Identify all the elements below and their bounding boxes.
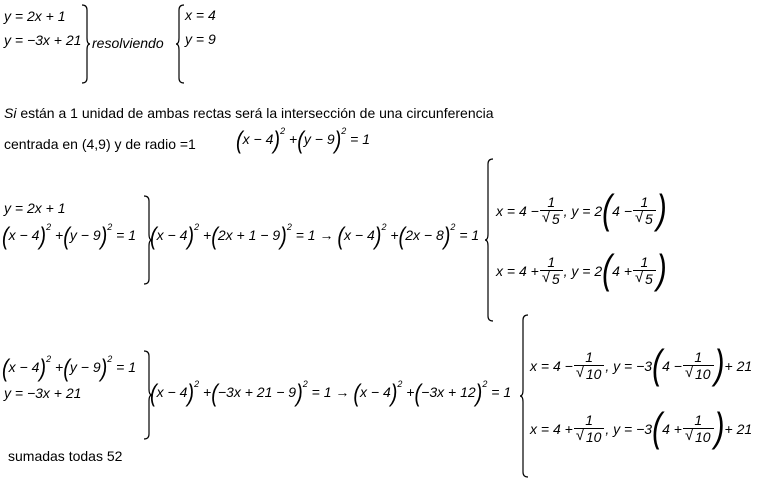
block1-sol-y: y = 9 (185, 31, 216, 47)
block2-solution2: x = 4 + 1 √ 5 , y = 2 ( 4 + 1 √ 5 ) (496, 255, 667, 287)
block1-brace-left (175, 4, 185, 84)
block3-solution2: x = 4 + 1 √ 10 , y = −3 ( 4 + 1 √ 10 ) + 21 (530, 413, 752, 445)
block2-circle-eq: $(x - 4)^2 +(y - 9)^2 = 1$ (2, 222, 137, 251)
block2-brace-left (484, 158, 494, 322)
block3-eq2: y = −3x + 21 (4, 385, 82, 401)
sum-text: sumadas todas 52 (8, 448, 123, 464)
block3-substitution: $(x - 4)^2 +(-3x + 21 - 9)^2 = 1 \to (x - 4)^2 +(-3x + 12)^2 = 1$ (150, 379, 512, 408)
block2-substitution: $(x - 4)^2 +(2x + 1 - 9)^2 = 1 \to (x - 4)^2 +(2x - 8)^2 = 1$ (150, 222, 480, 251)
block2-eq1: y = 2x + 1 (4, 200, 66, 216)
block3-circle-eq: $(x - 4)^2 +(y - 9)^2 = 1$ (2, 354, 137, 383)
block1-brace-right (81, 4, 91, 84)
text-line2: centrada en (4,9) y de radio =1 (4, 136, 196, 152)
block2-solution1: x = 4 − 1 √ 5 , y = 2 ( 4 − 1 √ 5 ) (496, 195, 667, 227)
block3-solution1: x = 4 − 1 √ 10 , y = −3 ( 4 − 1 √ 10 ) + 21 (530, 350, 752, 382)
block1-eq1: y = 2x + 1 (4, 8, 66, 24)
block3-brace-left (519, 314, 529, 478)
block1-sol-x: x = 4 (185, 7, 216, 23)
block1-eq2: y = −3x + 21 (4, 32, 82, 48)
text-line1: Si están a 1 unidad de ambas rectas será la intersección de una circunferencia (4, 105, 494, 121)
circle-equation: $(x - 4)^2 +(y - 9)^2 = 1$ (236, 126, 371, 155)
block1-resolviendo: resolviendo (92, 35, 164, 51)
